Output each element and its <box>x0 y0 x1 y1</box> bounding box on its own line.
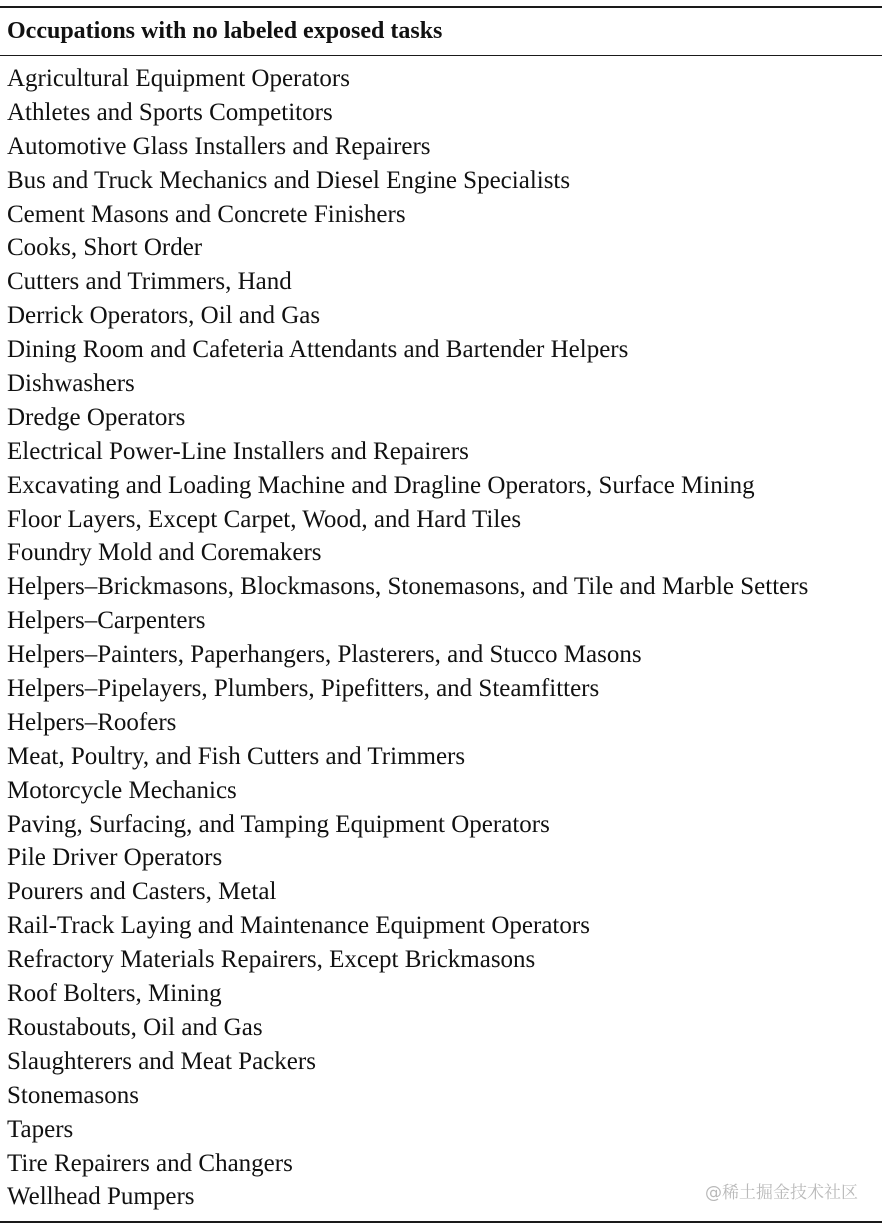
table-row: Helpers–Roofers <box>7 708 177 736</box>
table-row: Dredge Operators <box>7 403 186 431</box>
table-row: Excavating and Loading Machine and Dragline Operators, Surface Mining <box>7 471 755 499</box>
table-row: Meat, Poultry, and Fish Cutters and Trimmers <box>7 742 466 770</box>
table-row: Roof Bolters, Mining <box>7 980 222 1008</box>
table-row: Roustabouts, Oil and Gas <box>7 1013 263 1041</box>
occupations-table <box>0 6 882 1223</box>
table-row: Helpers–Painters, Paperhangers, Plasterers, and Stucco Masons <box>7 641 642 669</box>
table-bottom-rule <box>0 1221 882 1223</box>
table-row: Paving, Surfacing, and Tamping Equipment Operators <box>7 810 550 838</box>
table-row: Derrick Operators, Oil and Gas <box>7 302 321 330</box>
table-row: Motorcycle Mechanics <box>7 776 237 804</box>
table-row: Helpers–Carpenters <box>7 607 206 635</box>
table-row: Electrical Power-Line Installers and Repairers <box>7 437 469 465</box>
table-row: Rail-Track Laying and Maintenance Equipment Operators <box>7 912 590 940</box>
table-row: Dining Room and Cafeteria Attendants and Bartender Helpers <box>7 336 629 364</box>
table-row: Athletes and Sports Competitors <box>7 98 333 126</box>
table-row: Foundry Mold and Coremakers <box>7 539 322 567</box>
table-row: Wellhead Pumpers <box>7 1183 195 1211</box>
table-row: Agricultural Equipment Operators <box>7 65 350 92</box>
table-row: Bus and Truck Mechanics and Diesel Engine Specialists <box>7 166 571 194</box>
table-row: Cooks, Short Order <box>7 234 203 262</box>
table-row: Tire Repairers and Changers <box>7 1149 293 1177</box>
table-row: Refractory Materials Repairers, Except Brickmasons <box>7 946 536 974</box>
table-row: Pourers and Casters, Metal <box>7 878 277 906</box>
watermark-text: @稀土掘金技术社区 <box>705 1183 858 1203</box>
table-row: Stonemasons <box>7 1081 139 1109</box>
table-row: Cutters and Trimmers, Hand <box>7 268 292 296</box>
table-row: Floor Layers, Except Carpet, Wood, and Hard Tiles <box>7 505 522 533</box>
table-row: Pile Driver Operators <box>7 844 223 872</box>
table-row: Dishwashers <box>7 370 135 398</box>
table-row: Helpers–Pipelayers, Plumbers, Pipefitters, and Steamfitters <box>7 675 600 703</box>
table-row: Cement Masons and Concrete Finishers <box>7 200 406 228</box>
table-body <box>0 56 882 1221</box>
table-row: Automotive Glass Installers and Repairers <box>7 132 431 160</box>
table-row: Slaughterers and Meat Packers <box>7 1047 316 1075</box>
table-row: Tapers <box>7 1115 74 1143</box>
table-row: Helpers–Brickmasons, Blockmasons, Stonemasons, and Tile and Marble Setters <box>7 573 809 601</box>
table-header: Occupations with no labeled exposed tasks <box>7 18 443 44</box>
